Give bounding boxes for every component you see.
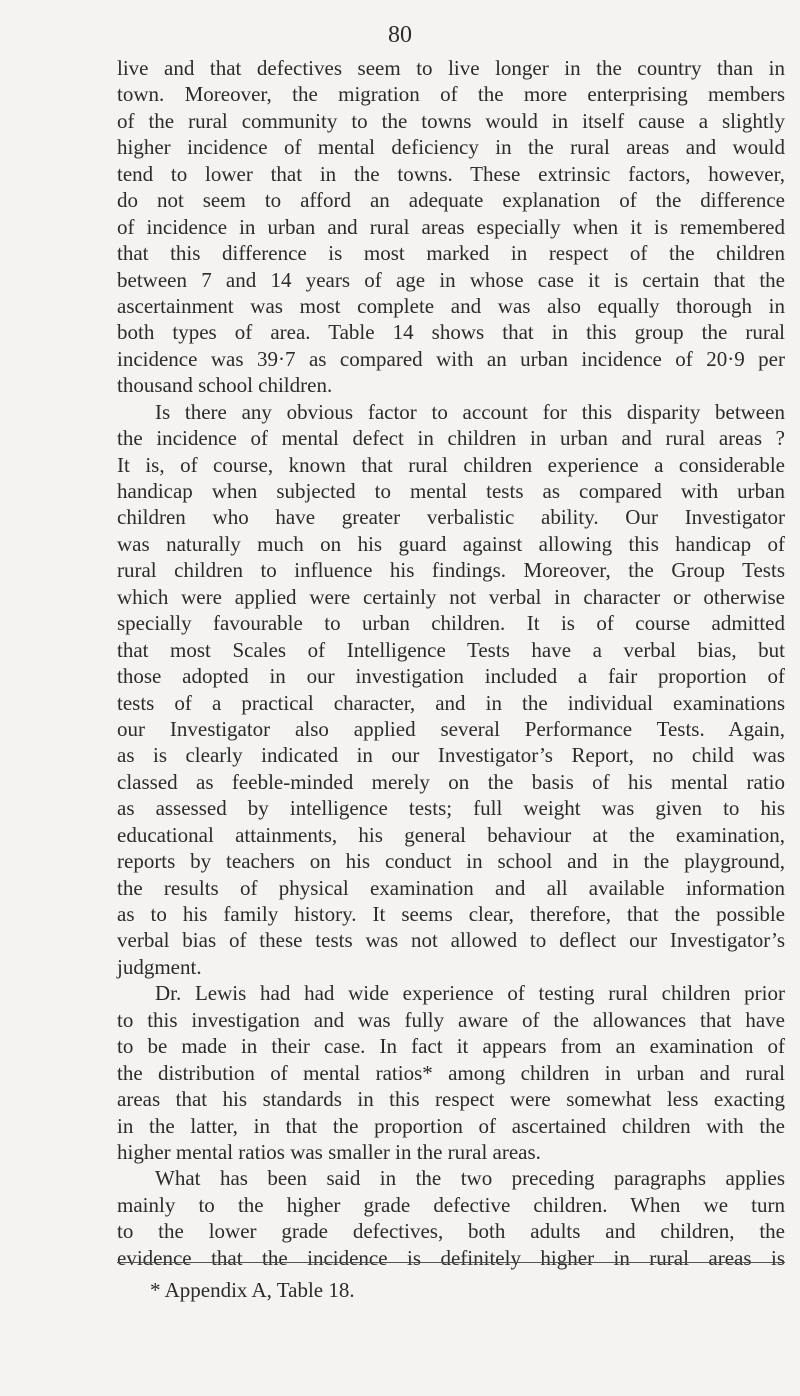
text-line: reports by teachers on his conduct in school and in the playground, xyxy=(117,849,785,874)
text-line: verbal bias of these tests was not allowed to deflect our Investigator’s xyxy=(117,928,785,953)
text-line: ascertainment was most complete and was also equally thorough in xyxy=(117,293,785,318)
paragraph xyxy=(117,980,785,1165)
text-line: live and that defectives seem to live longer in the country than in xyxy=(117,56,785,80)
text-line: in the latter, in that the proportion of ascertained children with the xyxy=(117,1113,785,1138)
text-line: town. Moreover, the migration of the more enterprising members xyxy=(117,82,785,107)
text-line: What has been said in the two preceding paragraphs applies xyxy=(155,1166,785,1191)
text-line: of incidence in urban and rural areas especially when it is remembered xyxy=(117,214,785,239)
text-line: evidence that the incidence is definitely higher in rural areas is xyxy=(117,1245,785,1270)
text-line: handicap when subjected to mental tests as compared with urban xyxy=(117,479,785,503)
text-line: the results of physical examination and all available information xyxy=(117,875,785,900)
text-line: the distribution of mental ratios* among children in urban and rural xyxy=(117,1060,785,1085)
text-line: higher mental ratios was smaller in the rural areas. xyxy=(117,1139,541,1164)
text-line: of the rural community to the towns would in itself cause a slightly xyxy=(117,108,785,133)
text-line: that this difference is most marked in respect of the children xyxy=(117,241,785,266)
text-line: those adopted in our investigation included a fair proportion of xyxy=(117,664,785,689)
text-line: to be made in their case. In fact it appears from an examination of xyxy=(117,1034,785,1059)
text-line: the incidence of mental defect in children in urban and rural areas ? xyxy=(117,426,785,451)
text-line: to the lower grade defectives, both adults and children, the xyxy=(117,1219,785,1244)
text-line: classed as feeble-minded merely on the basis of his mental ratio xyxy=(117,769,785,794)
text-line: was naturally much on his guard against allowing this handicap of xyxy=(117,531,785,556)
text-line: specially favourable to urban children. It is of course admitted xyxy=(117,611,785,636)
body-text xyxy=(117,55,785,1271)
footnote: * Appendix A, Table 18. xyxy=(150,1278,355,1302)
text-line: It is, of course, known that rural children experience a considerable xyxy=(117,452,785,477)
text-line: thousand school children. xyxy=(117,373,333,398)
text-line: tend to lower that in the towns. These extrinsic factors, however, xyxy=(117,161,785,186)
text-line: incidence was 39·7 as compared with an urban incidence of 20·9 per xyxy=(117,346,785,371)
text-line: as to his family history. It seems clear, therefore, that the possible xyxy=(117,902,785,926)
text-line: between 7 and 14 years of age in whose case it is certain that the xyxy=(117,267,785,292)
text-line: do not seem to afford an adequate explanation of the difference xyxy=(117,188,785,213)
text-line: our Investigator also applied several Performance Tests. Again, xyxy=(117,716,785,741)
text-line: areas that his standards in this respect were somewhat less exacting xyxy=(117,1087,785,1112)
text-line: higher incidence of mental deficiency in the rural areas and would xyxy=(117,135,785,160)
text-line: as assessed by intelligence tests; full weight was given to his xyxy=(117,796,785,821)
paragraph xyxy=(117,399,785,981)
paragraph xyxy=(117,1165,785,1271)
footnote-divider xyxy=(117,1262,785,1263)
paragraph xyxy=(117,55,785,399)
page-number: 80 xyxy=(388,22,412,48)
text-line: rural children to influence his findings. Moreover, the Group Tests xyxy=(117,558,785,583)
text-line: Dr. Lewis had had wide experience of testing rural children prior xyxy=(155,981,785,1006)
text-line: to this investigation and was fully aware of the allowances that have xyxy=(117,1007,785,1032)
text-line: judgment. xyxy=(117,954,202,979)
text-line: children who have greater verbalistic ability. Our Investigator xyxy=(117,505,785,530)
text-line: which were applied were certainly not verbal in character or otherwise xyxy=(117,584,785,609)
text-line: educational attainments, his general behaviour at the examination, xyxy=(117,822,785,847)
text-line: both types of area. Table 14 shows that in this group the rural xyxy=(117,320,785,345)
text-line: as is clearly indicated in our Investigator’s Report, no child was xyxy=(117,743,785,768)
text-line: Is there any obvious factor to account for this disparity between xyxy=(155,399,785,424)
text-line: mainly to the higher grade defective children. When we turn xyxy=(117,1192,785,1217)
text-line: that most Scales of Intelligence Tests have a verbal bias, but xyxy=(117,637,785,662)
text-line: tests of a practical character, and in the individual examinations xyxy=(117,690,785,715)
